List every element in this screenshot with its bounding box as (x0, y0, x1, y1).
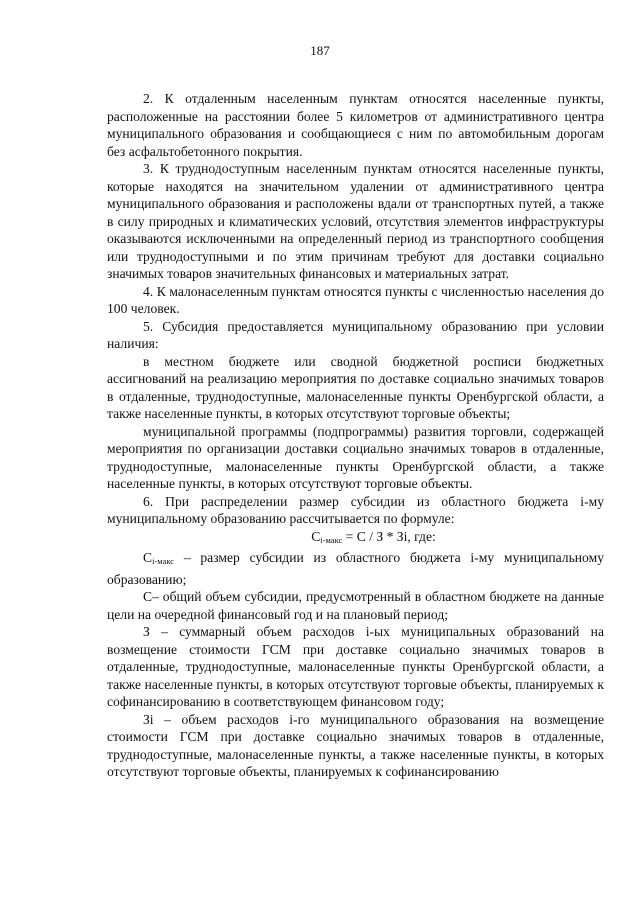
definition-symbol: С (143, 550, 153, 565)
definition-zi: Зi – объем расходов i-го муниципального образования на возмещение стоимости ГСМ при доставке социально значимых товаров в отдаленные, труднодоступные, малонаселенные пункты, а также населенные пункты, в которых отсутствуют торговые объекты, планируемых к софинансированию (107, 711, 604, 779)
formula-expression: = С / З * Зi, где: (342, 528, 436, 544)
definition-c-imax (107, 549, 604, 588)
definition-subscript: i-макс (152, 556, 175, 566)
formula-symbol: С (311, 528, 321, 544)
paragraph-5-condition-2: муниципальной программы (подпрограммы) развития торговли, содержащей мероприятия по организации доставки социально значимых товаров в отдаленные, труднодоступные, малонаселенные пункты Оренбургской области, а также населенные пункты, в которых отсутствуют торговые объекты. (107, 423, 604, 491)
document-body (107, 90, 604, 781)
paragraph-2: 2. К отдаленным населенным пунктам относятся населенные пункты, расположенные на расстоянии более 5 километров от административного центра муниципального образования и сообщающиеся с ним по автомобильным дорогам без асфальтобетонного покрытия. (107, 91, 604, 159)
paragraph-5-condition-1: в местном бюджете или сводной бюджетной росписи бюджетных ассигнований на реализацию мероприятия по доставке социально значимых товаров в отдаленные, труднодоступные, малонаселенные пункты Оренбургской области, а также населенные пункты, в которых отсутствуют торговые объекты; (107, 353, 604, 421)
paragraph-3: 3. К труднодоступным населенным пунктам относятся населенные пункты, которые находятся на значительном удалении от административного центра муниципального образования и расположены вдали от транспортных путей, а также в силу природных и климатических условий, отсутствия элементов инфраструктуры оказываются исключенными на определенный период из транспортного сообщения или труднодоступными и по этим причинам требуют для доставки социально значимых товаров значительных финансовых и материальных затрат. (107, 161, 604, 281)
paragraph-6: 6. При распределении размер субсидии из областного бюджета i-му муниципальному образованию рассчитывается по формуле: (107, 493, 604, 526)
paragraph-4: 4. К малонаселенным пунктам относятся пункты с численностью населения до 100 человек. (107, 283, 604, 316)
formula-subscript: i-макс (320, 534, 343, 545)
definition-c: С– общий объем субсидии, предусмотренный в областном бюджете на данные цели на очередной финансовый год и на плановый период; (107, 589, 604, 622)
subsidy-formula (107, 528, 604, 550)
paragraph-5: 5. Субсидия предоставляется муниципальному образованию при условии наличия: (107, 318, 604, 351)
page-number: 187 (310, 43, 330, 58)
definition-z: З – суммарный объем расходов i-ых муниципальных образований на возмещение стоимости ГСМ при доставке социально значимых товаров в отдаленные, труднодоступные, малонаселенные пункты Оренбургской области, а также населенные пункты, в которых отсутствуют торговые объекты, планируемых к софинансированию в соответствующем финансовом году; (107, 624, 604, 709)
definition-text: – размер субсидии из областного бюджета i-му муниципальному образованию; (107, 550, 604, 587)
